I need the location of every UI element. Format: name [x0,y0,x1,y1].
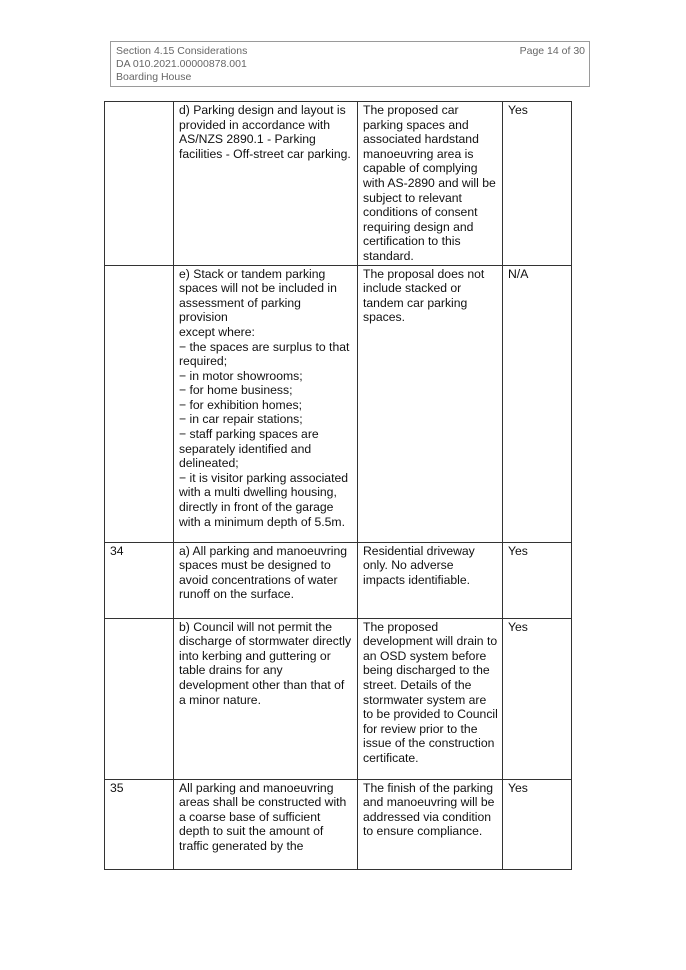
clause-cell [105,618,174,779]
requirement-cell [174,542,358,618]
requirement-text: e) Stack or tandem parking spaces will not be included in assessment of parking provision [179,266,337,325]
header-doc-type: Boarding House [116,71,192,83]
comment-cell: The proposed car parking spaces and associated hardstand manoeuvring area is capable of complying with AS-2890 and will be subject to relevant conditions of consent requiring design and certification to this standard. [358,102,503,266]
table-row [105,779,572,869]
clause-cell: 34 [105,542,174,618]
requirement-text: b) Council will not permit the discharge of stormwater directly into kerbing and guttering or table drains for any development other than that of a minor nature. [179,619,352,707]
table-row [105,265,572,542]
requirement-text: All parking and manoeuvring areas shall be constructed with a coarse base of sufficient [179,780,347,824]
page-number: Page 14 of 30 [519,45,585,57]
comment-cell: The finish of the parking and manoeuvring will be addressed via condition to ensure compliance. [358,779,503,869]
header-left [116,45,247,84]
requirement-text: − staff parking spaces are separately identified and delineated; [179,427,319,471]
page-header [110,41,590,87]
requirement-text: − for home business; [179,383,293,398]
complies-cell: Yes [503,779,572,869]
clause-cell [105,265,174,542]
clause-cell [105,102,174,266]
requirement-text: except where: [179,324,255,339]
requirement-text: − it is visitor parking associated with a multi dwelling housing, directly in front of the garage with a minimum depth of 5.5m. [179,470,349,529]
header-section: Section 4.15 Considerations [116,45,248,57]
table-row [105,618,572,779]
comment-cell: The proposed development will drain to an OSD system before being discharged to the street. Details of the stormwater system are to be provided to Council for review prior to the issue of the construction certificate. [358,618,503,779]
requirement-cell [174,779,358,869]
complies-cell: Yes [503,102,572,266]
complies-cell: Yes [503,542,572,618]
complies-cell: N/A [503,265,572,542]
requirement-text: − in motor showrooms; [179,368,303,383]
requirement-cell [174,618,358,779]
requirement-text: − in car repair stations; [179,412,303,427]
header-da-number: DA 010.2021.00000878.001 [116,58,247,70]
table-row [105,102,572,266]
requirement-cell [174,102,358,266]
requirement-text: a) All parking and manoeuvring spaces must be designed to avoid concentrations of water runoff on the surface. [179,543,348,602]
considerations-table [104,101,572,870]
complies-cell: Yes [503,618,572,779]
requirement-text: depth to suit the amount of traffic generated by the [179,824,324,853]
clause-cell: 35 [105,779,174,869]
requirement-text: − for exhibition homes; [179,397,302,412]
requirement-text: d) Parking design and layout is provided in accordance with AS/NZS 2890.1 - Parking facilities - Off-street car parking. [179,103,351,161]
comment-cell: Residential driveway only. No adverse impacts identifiable. [358,542,503,618]
requirement-text: − the spaces are surplus to that required; [179,339,350,369]
comment-cell: The proposal does not include stacked or tandem car parking spaces. [358,265,503,542]
requirement-cell [174,265,358,542]
table-row [105,542,572,618]
